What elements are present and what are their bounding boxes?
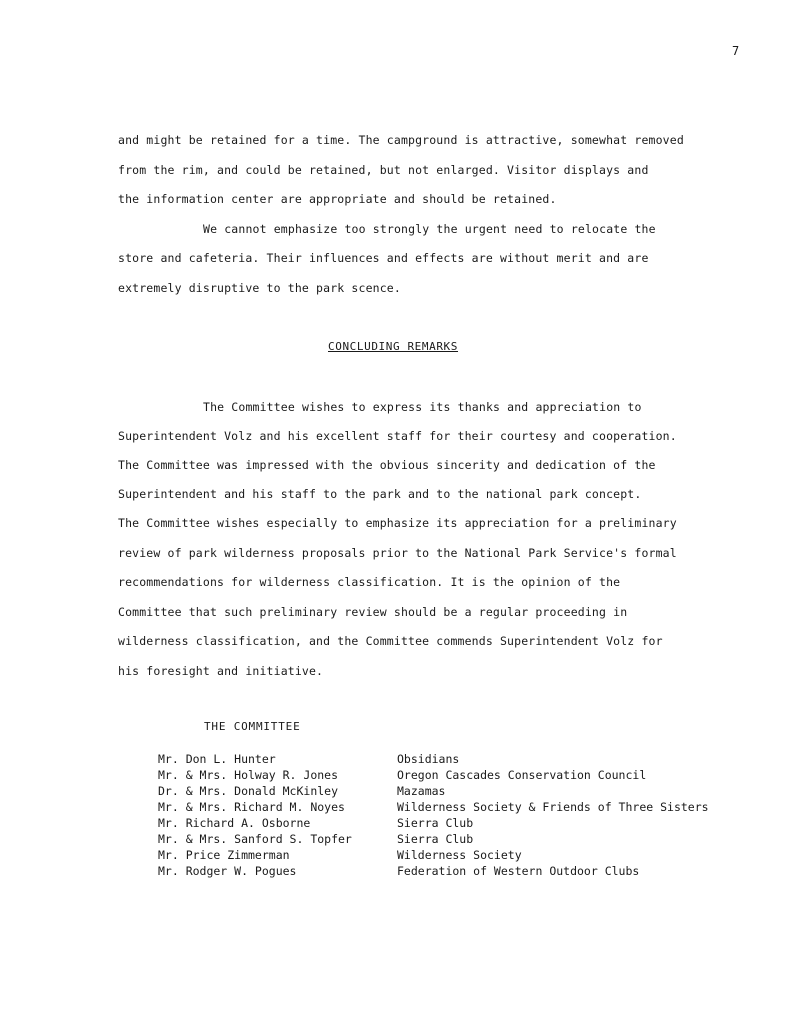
text-line: extremely disruptive to the park scence. — [118, 281, 401, 295]
member-name: Mr. & Mrs. Sanford S. Topfer — [158, 832, 352, 846]
text-line: Superintendent and his staff to the park and to the national park concept. — [118, 487, 642, 501]
member-name: Mr. Rodger W. Pogues — [158, 864, 297, 878]
member-name: Mr. & Mrs. Holway R. Jones — [158, 768, 339, 782]
member-org: Federation of Western Outdoor Clubs — [397, 864, 640, 878]
member-name: Mr. & Mrs. Richard M. Noyes — [158, 800, 345, 814]
page-number: 7 — [732, 44, 740, 58]
member-org: Oregon Cascades Conservation Council — [397, 768, 647, 782]
member-name: Mr. Price Zimmerman — [158, 848, 290, 862]
text-line: and might be retained for a time. The campground is attractive, somewhat removed — [118, 133, 684, 147]
member-org: Mazamas — [397, 784, 446, 798]
text-line: the information center are appropriate and should be retained. — [118, 192, 557, 206]
member-org: Wilderness Society — [397, 848, 522, 862]
member-name: Dr. & Mrs. Donald McKinley — [158, 784, 339, 798]
text-line: We cannot emphasize too strongly the urgent need to relocate the — [203, 222, 656, 236]
member-name: Mr. Don L. Hunter — [158, 752, 276, 766]
member-org: Wilderness Society & Friends of Three Sisters — [397, 800, 709, 814]
text-line: recommendations for wilderness classification. It is the opinion of the — [118, 575, 621, 589]
text-line: Superintendent Volz and his excellent staff for their courtesy and cooperation. — [118, 429, 677, 443]
text-line: The Committee was impressed with the obvious sincerity and dedication of the — [118, 458, 656, 472]
text-line: The Committee wishes especially to emphasize its appreciation for a preliminary — [118, 516, 677, 530]
text-line: Committee that such preliminary review should be a regular proceeding in — [118, 605, 628, 619]
text-line: his foresight and initiative. — [118, 664, 324, 678]
member-org: Obsidians — [397, 752, 460, 766]
member-org: Sierra Club — [397, 816, 474, 830]
member-name: Mr. Richard A. Osborne — [158, 816, 311, 830]
section-heading: CONCLUDING REMARKS — [328, 340, 459, 353]
text-line: store and cafeteria. Their influences and effects are without merit and are — [118, 251, 649, 265]
text-line: review of park wilderness proposals prior to the National Park Service's formal — [118, 546, 677, 560]
text-line: from the rim, and could be retained, but not enlarged. Visitor displays and — [118, 163, 649, 177]
text-line: wilderness classification, and the Committee commends Superintendent Volz for — [118, 634, 663, 648]
committee-title: THE COMMITTEE — [204, 720, 301, 733]
member-org: Sierra Club — [397, 832, 474, 846]
text-line: The Committee wishes to express its thanks and appreciation to — [203, 400, 642, 414]
